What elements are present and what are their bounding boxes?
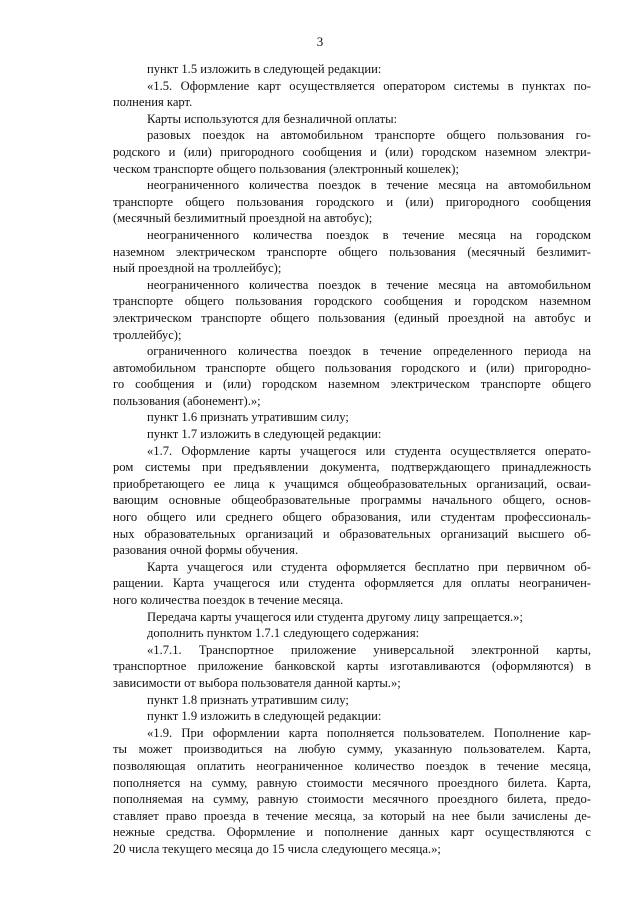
paragraph	[113, 559, 591, 609]
page-number: 3	[316, 34, 324, 49]
paragraph	[113, 111, 591, 128]
text-line: транспортное приложение банковской карты изготавливаются (оформляются) в	[113, 659, 591, 674]
paragraph	[113, 725, 591, 858]
text-line: автомобильном транспорте общего пользования городского и (или) пригородно-	[113, 360, 591, 375]
text-line: 20 числа текущего месяца до 15 числа следующего месяца.»;	[113, 841, 441, 856]
text-line: пункт 1.7 изложить в следующей редакции:	[147, 427, 382, 442]
text-line: «1.5. Оформление карт осуществляется оператором системы в пунктах по-	[147, 78, 591, 93]
text-line: Карта учащегося или студента оформляется бесплатно при первичном об-	[147, 559, 591, 574]
text-line: пополняемая на сумму, равную стоимости месячного проездного билета, предо-	[113, 792, 591, 807]
text-line: ты может производиться на любую сумму, указанную пользователем. Карта,	[113, 742, 591, 757]
text-line: разования очной формы обучения.	[113, 543, 299, 558]
text-line: ставляет право проезда в течение месяца, за который на нее были зачислены де-	[113, 808, 591, 823]
text-line: «1.9. При оформлении карта пополняется пользователем. Пополнение кар-	[147, 725, 591, 740]
text-line: ный проездной на троллейбус);	[113, 261, 282, 276]
text-line: го сообщения и (или) городском наземном электрическом транспорте общего	[113, 377, 591, 392]
paragraph	[113, 177, 591, 227]
text-line: ром системы при предъявлении документа, подтверждающего принадлежность	[113, 460, 591, 475]
text-line: наземном электрическом транспорте общего пользования (месячный безлимит-	[113, 244, 591, 259]
text-line: разовых поездок на автомобильном транспорте общего пользования го-	[147, 128, 591, 143]
paragraph	[113, 227, 591, 277]
text-line: Передача карты учащегося или студента другому лицу запрещается.»;	[147, 609, 523, 624]
text-line: ного общего или среднего общего образования, или студентам профессиональ-	[113, 510, 591, 525]
text-line: (месячный безлимитный проездной на автобус);	[113, 211, 373, 226]
document-body	[113, 61, 591, 858]
text-line: троллейбус);	[113, 327, 182, 342]
paragraph	[113, 692, 591, 709]
text-line: ных образовательных организаций и образовательных организаций высшего об-	[113, 526, 591, 541]
text-line: пополняется на сумму, равную стоимости месячного проездного билета. Карта,	[113, 775, 591, 790]
paragraph	[113, 78, 591, 111]
paragraph	[113, 127, 591, 177]
paragraph	[113, 609, 591, 626]
text-line: нежные средства. Оформление и пополнение данных карт осуществляются с	[113, 825, 591, 840]
text-line: ного количества поездок в течение месяца.	[113, 593, 344, 607]
paragraph	[113, 277, 591, 343]
text-line: пункт 1.9 изложить в следующей редакции:	[147, 709, 382, 724]
text-line: ращении. Карта учащегося или студента оформляется для оплаты неограничен-	[113, 576, 591, 591]
text-line: вающим основные общеобразовательные программы начального общего, основ-	[113, 493, 591, 508]
paragraph	[113, 642, 591, 692]
text-line: ограниченного количества поездок в течение определенного периода на	[147, 344, 591, 359]
text-line: транспорте общего пользования городского сообщения и городском наземном	[113, 294, 591, 309]
text-line: пункт 1.8 признать утратившим силу;	[147, 692, 349, 707]
text-line: «1.7.1. Транспортное приложение универсальной электронной карты,	[147, 642, 591, 657]
text-line: пункт 1.6 признать утратившим силу;	[147, 410, 349, 425]
paragraph	[113, 708, 591, 725]
text-line: полнения карт.	[113, 95, 193, 110]
paragraph	[113, 343, 591, 409]
text-line: транспорте общего пользования городского и (или) пригородного сообщения	[113, 194, 591, 209]
text-line: неограниченного количества поездок в течение месяца на городском	[147, 227, 591, 242]
text-line: ческом транспорте общего пользования (электронный кошелек);	[113, 161, 459, 176]
text-line: родского и (или) пригородного сообщения и (или) городском наземном электри-	[113, 144, 591, 159]
text-line: позволяющая оплатить неограниченное количество поездок в течение месяца,	[113, 758, 591, 773]
paragraph	[113, 426, 591, 443]
text-line: неограниченного количества поездок в течение месяца на автомобильном	[147, 178, 591, 193]
text-line: электрическом транспорте общего пользования (единый проездной на автобус и	[113, 310, 591, 325]
text-line: Карты используются для безналичной оплаты:	[147, 111, 398, 126]
text-line: пункт 1.5 изложить в следующей редакции:	[147, 62, 382, 76]
text-line: неограниченного количества поездок в течение месяца на автомобильном	[147, 277, 591, 292]
text-line: приобретающего ее лица к учащимся общеобразовательных организаций, осваи-	[113, 476, 591, 491]
text-line: дополнить пунктом 1.7.1 следующего содержания:	[147, 626, 420, 641]
text-line: зависимости от выбора пользователя данной карты.»;	[113, 675, 401, 690]
paragraph	[113, 625, 591, 642]
paragraph	[113, 409, 591, 426]
text-line: пользования (абонемент).»;	[113, 393, 261, 408]
paragraph	[113, 443, 591, 559]
paragraph	[113, 61, 591, 78]
text-line: «1.7. Оформление карты учащегося или студента осуществляется операто-	[147, 443, 591, 458]
